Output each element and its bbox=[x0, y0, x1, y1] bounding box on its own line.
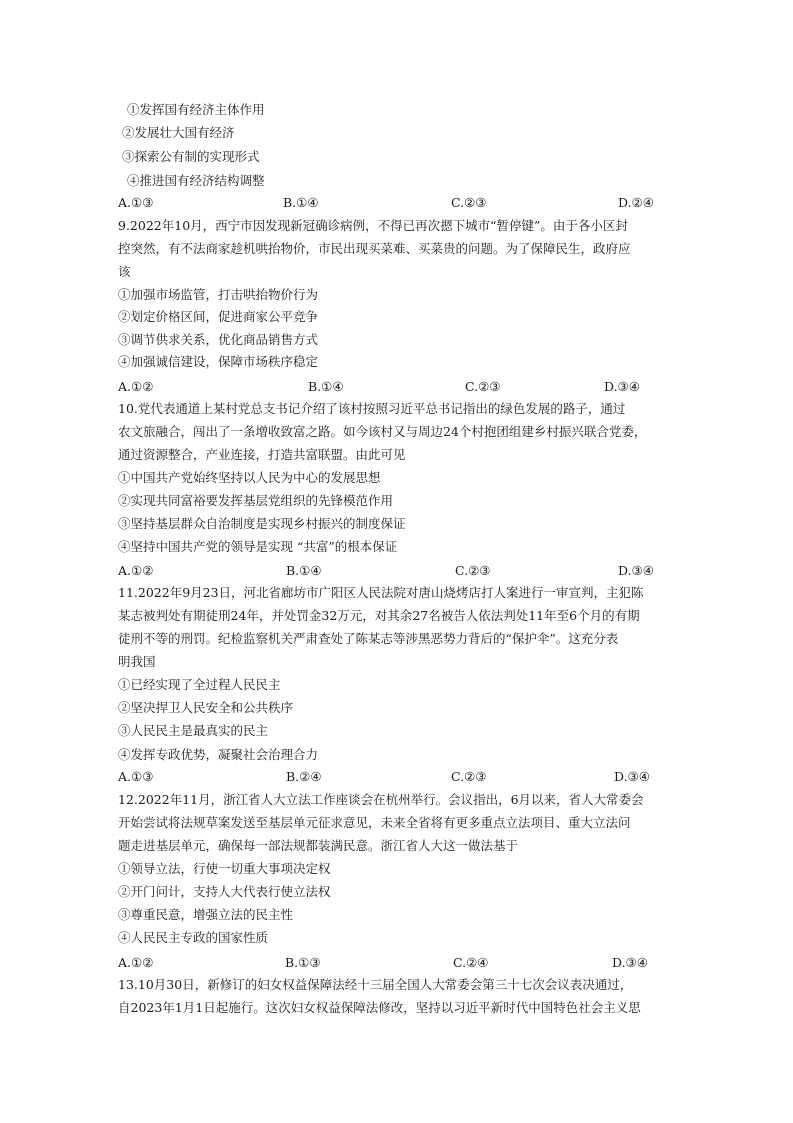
q11-option-c: C.②③ bbox=[451, 769, 487, 784]
q11-option-a: A.①③ bbox=[118, 769, 154, 784]
q10-item-4: ④坚持中国共产党的领导是实现 “共富”的根本保证 bbox=[118, 539, 398, 554]
q10-option-b: B.①④ bbox=[286, 563, 322, 578]
q9-item-1: ①加强市场监管，打击哄抬物价行为 bbox=[118, 287, 319, 302]
q12-option-c: C.②④ bbox=[453, 955, 489, 970]
q11-stem-line-4: 明我国 bbox=[118, 654, 156, 669]
q10-item-1: ①中国共产党始终坚持以人民为中心的发展思想 bbox=[118, 470, 381, 485]
q12-item-4: ④人民民主专政的国家性质 bbox=[118, 930, 269, 945]
q11-stem-line-1: 11.2022年9月23日，河北省廊坊市广阳区人民法院对唐山烧烤店打人案进行一审宣判，主犯陈 bbox=[118, 585, 644, 600]
q9-option-d: D.③④ bbox=[604, 379, 640, 394]
q9-item-2: ②划定价格区间，促进商家公平竞争 bbox=[118, 309, 319, 324]
q10-item-3: ③坚持基层群众自治制度是实现乡村振兴的制度保证 bbox=[118, 516, 406, 531]
q9-stem-line-3: 该 bbox=[118, 264, 131, 279]
q11-stem-line-3: 徒刑不等的刑罚。纪检监察机关严肃查处了陈某志等涉黑恶势力背后的“保护伞”。这充分表 bbox=[118, 631, 619, 646]
q8-option-a: A.①③ bbox=[118, 195, 154, 210]
q13-stem-line-2: 自2023年1月1日起施行。这次妇女权益保障法修改，坚持以习近平新时代中国特色社会主义思 bbox=[118, 1000, 641, 1015]
q9-stem-line-2: 控突然，有不法商家趁机哄抬物价，市民出现买菜难、买菜贵的问题。为了保障民生，政府应 bbox=[118, 241, 631, 256]
q8-option-d: D.②④ bbox=[618, 195, 654, 210]
q9-option-a: A.①② bbox=[118, 379, 154, 394]
q10-option-a: A.①② bbox=[118, 563, 154, 578]
q11-item-3: ③人民民主是最真实的民主 bbox=[118, 723, 269, 738]
q11-option-d: D.③④ bbox=[614, 769, 650, 784]
q10-option-d: D.③④ bbox=[618, 563, 654, 578]
q12-item-1: ①领导立法，行使一切重大事项决定权 bbox=[118, 861, 331, 876]
q8-option-b: B.①④ bbox=[283, 195, 319, 210]
q12-item-2: ②开门问计，支持人大代表行使立法权 bbox=[118, 884, 331, 899]
q10-option-c: C.②③ bbox=[455, 563, 491, 578]
q8-item-2: ②发展壮大国有经济 bbox=[122, 125, 235, 140]
q8-option-c: C.②③ bbox=[451, 195, 487, 210]
q9-stem-line-1: 9.2022年10月，西宁市因发现新冠确诊病例，不得已再次摁下城市“暂停键”。由于各小区封 bbox=[118, 218, 628, 233]
q10-item-2: ②实现共同富裕要发挥基层党组织的先锋模范作用 bbox=[118, 493, 394, 508]
q12-stem-line-1: 12.2022年11月，浙江省人大立法工作座谈会在杭州举行。会议指出，6月以来，省人大常委会 bbox=[118, 792, 644, 807]
q13-stem-line-1: 13.10月30日，新修订的妇女权益保障法经十三届全国人大常委会第三十七次会议表决通过， bbox=[118, 977, 633, 992]
q8-item-1: ①发挥国有经济主体作用 bbox=[127, 102, 265, 117]
q11-option-b: B.②④ bbox=[286, 769, 322, 784]
q8-item-4: ④推进国有经济结构调整 bbox=[127, 173, 265, 188]
q9-item-3: ③调节供求关系，优化商品销售方式 bbox=[118, 332, 319, 347]
q11-item-2: ②坚决捍卫人民安全和公共秩序 bbox=[118, 700, 294, 715]
q10-stem-line-2: 农文旅融合，闯出了一条增收致富之路。如今该村又与周边24个村抱团组建乡村振兴联合党委， bbox=[118, 424, 647, 439]
q9-option-c: C.②③ bbox=[465, 379, 501, 394]
q12-stem-line-3: 题走进基层单元，确保每一部法规都装满民意。浙江省人大这一做法基于 bbox=[118, 838, 519, 853]
q10-stem-line-3: 通过资源整合，产业连接，打造共富联盟。由此可见 bbox=[118, 447, 406, 462]
q11-item-1: ①已经实现了全过程人民民主 bbox=[118, 677, 281, 692]
q12-option-d: D.③④ bbox=[612, 955, 648, 970]
q11-item-4: ④发挥专政优势，凝聚社会治理合力 bbox=[118, 747, 319, 762]
q12-item-3: ③尊重民意，增强立法的民主性 bbox=[118, 907, 294, 922]
q12-stem-line-2: 开始尝试将法规草案发送至基层单元征求意见，未来全省将有更多重点立法项目、重大立法问 bbox=[118, 815, 631, 830]
q12-option-a: A.①② bbox=[118, 955, 154, 970]
q10-stem-line-1: 10.党代表通道上某村党总支书记介绍了该村按照习近平总书记指出的绿色发展的路子，通过 bbox=[118, 401, 626, 416]
q12-option-b: B.①③ bbox=[285, 955, 321, 970]
q8-item-3: ③探索公有制的实现形式 bbox=[122, 149, 260, 164]
q9-option-b: B.①④ bbox=[308, 379, 344, 394]
q11-stem-line-2: 某志被判处有期徒刑24年，并处罚金32万元，对其余27名被告人依法判处11年至6个月的有期 bbox=[118, 608, 640, 623]
q9-item-4: ④加强诚信建设，保障市场秩序稳定 bbox=[118, 354, 319, 369]
